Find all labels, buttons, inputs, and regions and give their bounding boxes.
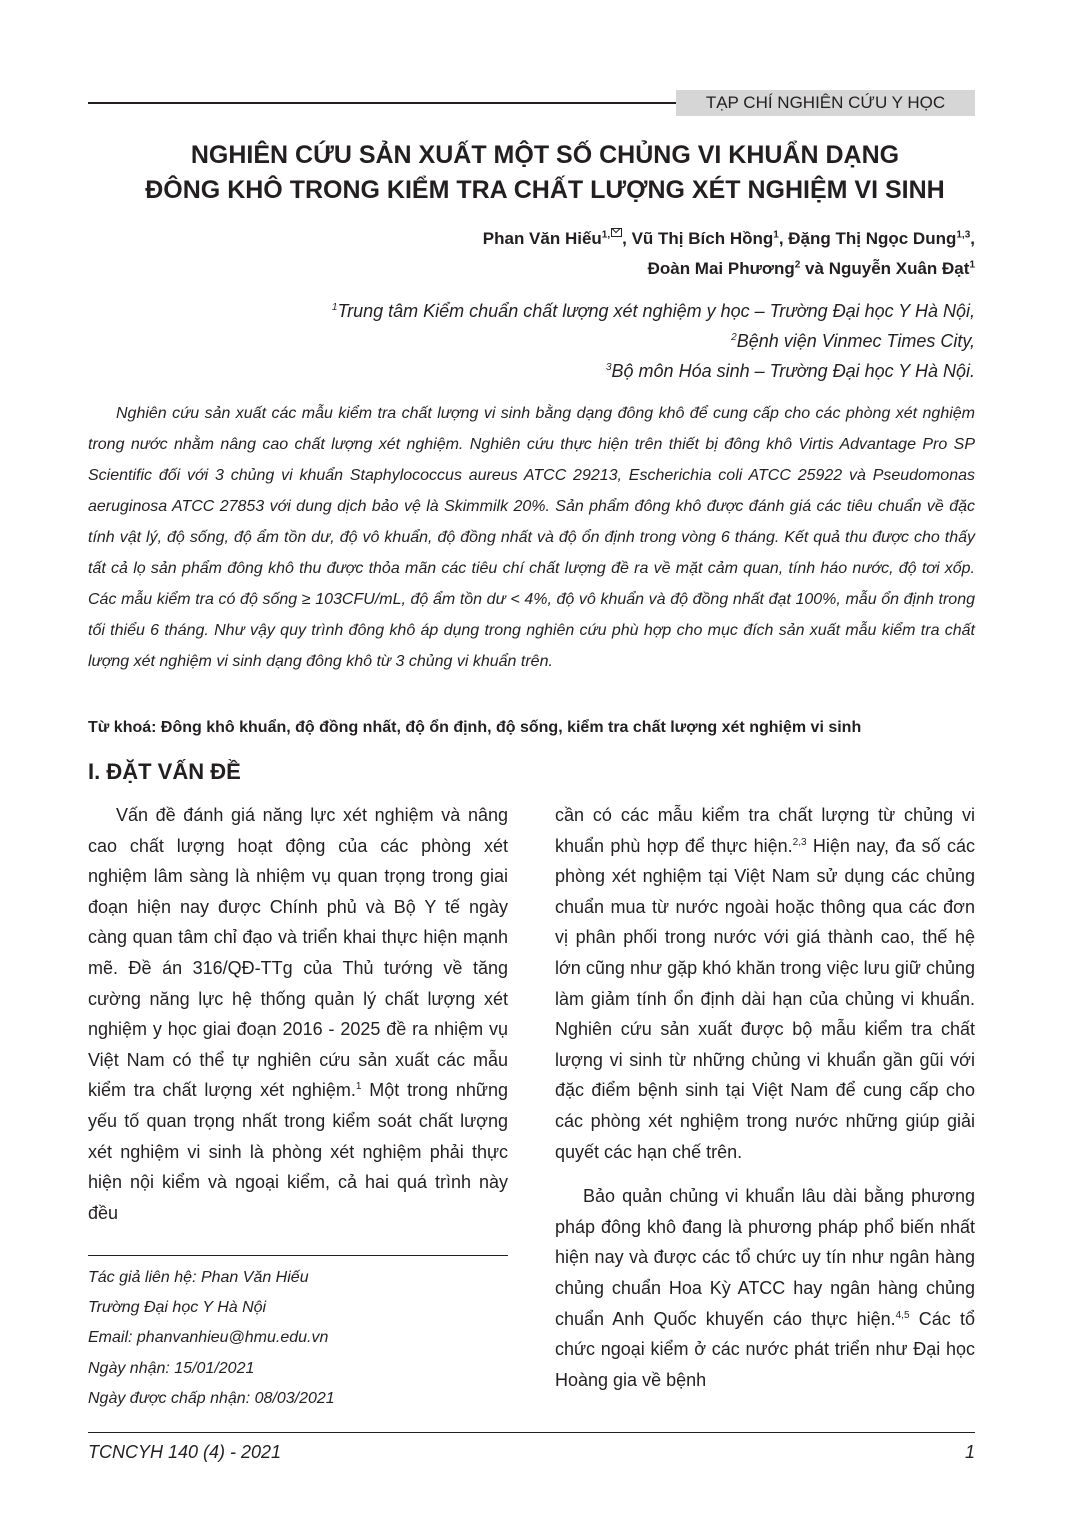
footnote-rule (88, 1255, 508, 1256)
author-line-1: Phan Văn Hiếu$^{1,}$ , Vũ Thị Bích Hồng$^1$, Đặng Thị Ngọc Dung$^{1,3}$, (482, 229, 975, 248)
author-affil-sup: 2 (794, 259, 801, 271)
citation: 4,5 (895, 1309, 910, 1321)
title-line-2: ĐÔNG KHÔ TRONG KIỂM TRA CHẤT LƯỢNG XÉT NGHIỆM VI SINH (145, 176, 945, 204)
body-column-right (555, 800, 975, 1409)
footer-rule (88, 1432, 975, 1433)
author-name: Vũ Thị Bích Hồng (631, 229, 774, 248)
author-affil-sup: 1, (601, 229, 611, 241)
citation: 2,3 (792, 836, 807, 848)
author-affil-sup: 1 (969, 259, 975, 271)
author-list (483, 224, 975, 284)
journal-issue: TCNCYH 140 (4) - 2021 (88, 1442, 282, 1462)
author-name: Phan Văn Hiếu (482, 229, 602, 248)
body-column-left (88, 800, 508, 1242)
author-name: Nguyễn Xuân Đạt (828, 259, 970, 278)
accepted-date: Ngày được chấp nhận: 08/03/2021 (88, 1389, 335, 1407)
author-name: Đặng Thị Ngọc Dung (788, 229, 957, 248)
journal-name: TẠP CHÍ NGHIÊN CỨU Y HỌC (676, 90, 975, 116)
body-paragraph: Bảo quản chủng vi khuẩn lâu dài bằng phương pháp đông khô đang là phương pháp phổ biến nhất hiện nay và được các tổ chức uy tín như ngân hàng chủng chuẩn Hoa Kỳ ATCC hay ngân hàng chủng chuẩn Anh Quốc khuyến cáo thực hiện.$^{4,5}$ Các tổ chức ngoại kiểm ở các nước phát triển như Đại học Hoàng gia về bệnh (555, 1186, 976, 1390)
keywords: Từ khoá: Đông khô khuẩn, độ đồng nhất, độ ổn định, độ sống, kiểm tra chất lượng xét nghiệm vi sinh (88, 719, 862, 736)
correspondence-footnote (88, 1263, 508, 1414)
author-affil-sup: 1 (773, 229, 779, 241)
body-paragraph: Vấn đề đánh giá năng lực xét nghiệm và nâng cao chất lượng hoạt động của các phòng xét nghiệm lâm sàng là nhiệm vụ quan trọng trong giai đoạn hiện nay được Chính phủ và Bộ Y tế ngày càng quan tâm chỉ đạo và triển khai thực hiện mạnh mẽ. Đề án 316/QĐ-TTg của Thủ tướng về tăng cường năng lực hệ thống quản lý chất lượng xét nghiệm y học giai đoạn 2016 - 2025 đề ra nhiệm vụ Việt Nam có thể tự nghiên cứu sản xuất các mẫu kiểm tra chất lượng xét nghiệm.$^1$ Một trong những yếu tố quan trọng nhất trong kiểm soát chất lượng xét nghiệm vi sinh là phòng xét nghiệm phải thực hiện nội kiểm và ngoại kiểm, cả hai quá trình này đều (88, 805, 508, 1223)
abstract: Nghiên cứu sản xuất các mẫu kiểm tra chất lượng vi sinh bằng dạng đông khô để cung cấp cho các phòng xét nghiệm trong nước nhằm nâng cao chất lượng xét nghiệm. Nghiên cứu thực hiện trên thiết bị đông khô Virtis Advantage Pro SP Scientific đối với 3 chủng vi khuẩn Staphylococcus aureus ATCC 29213, Escherichia coli ATCC 25922 và Pseudomonas aeruginosa ATCC 27853 với dung dịch bảo vệ là Skimmilk 20%. Sản phẩm đông khô được đánh giá các tiêu chuẩn về đặc tính vật lý, độ sống, độ ẩm tồn dư, độ vô khuẩn, độ đồng nhất và độ ổn định trong vòng 6 tháng. Kết quả thu được cho thấy tất cả lọ sản phẩm đông khô thu được thỏa mãn các tiêu chí chất lượng đề ra về mặt cảm quan, tính háo nước, độ tơi xốp. Các mẫu kiểm tra có độ sống ≥ 103CFU/mL, độ ẩm tồn dư < 4%, độ vô khuẩn và độ đồng nhất đạt 100%, mẫu ổn định trong tối thiểu 6 tháng. Như vậy quy trình đông khô áp dụng trong nghiên cứu phù hợp cho mục đích sản xuất mẫu kiểm tra chất lượng xét nghiệm vi sinh dạng đông khô từ 3 chủng vi khuẩn trên. (88, 405, 975, 670)
email: Email: phanvanhieu@hmu.edu.vn (88, 1329, 329, 1347)
affiliation-1: $^1$Trung tâm Kiểm chuẩn chất lượng xét nghiệm y học – Trường Đại học Y Hà Nội, (331, 301, 975, 321)
affiliation-2: $^2$Bệnh viện Vinmec Times City, (731, 331, 975, 351)
header-rule (88, 102, 680, 104)
section-heading: I. ĐẶT VẤN ĐỀ (88, 759, 241, 784)
corresponding-author: Tác giả liên hệ: Phan Văn Hiếu (88, 1269, 309, 1286)
citation: 1 (355, 1081, 362, 1093)
received-date: Ngày nhận: 15/01/2021 (88, 1359, 255, 1377)
institution: Trường Đại học Y Hà Nội (88, 1299, 267, 1317)
envelope-icon (611, 228, 622, 237)
article-title (60, 138, 1030, 208)
page-number: 1 (964, 1442, 975, 1462)
title-line-1: NGHIÊN CỨU SẢN XUẤT MỘT SỐ CHỦNG VI KHUẨN DẠNG (190, 141, 900, 169)
body-paragraph: cần có các mẫu kiểm tra chất lượng từ chủng vi khuẩn phù hợp để thực hiện.$^{2,3}$ Hiện nay, đa số các phòng xét nghiệm tại Việt Nam sử dụng các chủng chuẩn mua từ nước ngoài hoặc thông qua các đơn vị phân phối trong nước với giá thành cao, thế hệ lớn cũng như gặp khó khăn trong việc lưu giữ chủng làm giảm tính ổn định dài hạn của chủng vi khuẩn. Nghiên cứu sản xuất được bộ mẫu kiểm tra chất lượng vi sinh từ những chủng vi khuẩn gần gũi với đặc điểm bệnh sinh tại Việt Nam để cung cấp cho các phòng xét nghiệm trong nước những giúp giải quyết các hạn chế trên. (555, 805, 975, 1162)
affiliation-3: $^3$Bộ môn Hóa sinh – Trường Đại học Y Hà Nội. (605, 361, 975, 381)
affiliations (332, 296, 975, 386)
author-line-2: Đoàn Mai Phương$^2$ và Nguyễn Xuân Đạt$^1$ (647, 259, 975, 278)
author-affil-sup: 1,3 (956, 229, 971, 241)
author-name: Đoàn Mai Phương (647, 259, 795, 278)
